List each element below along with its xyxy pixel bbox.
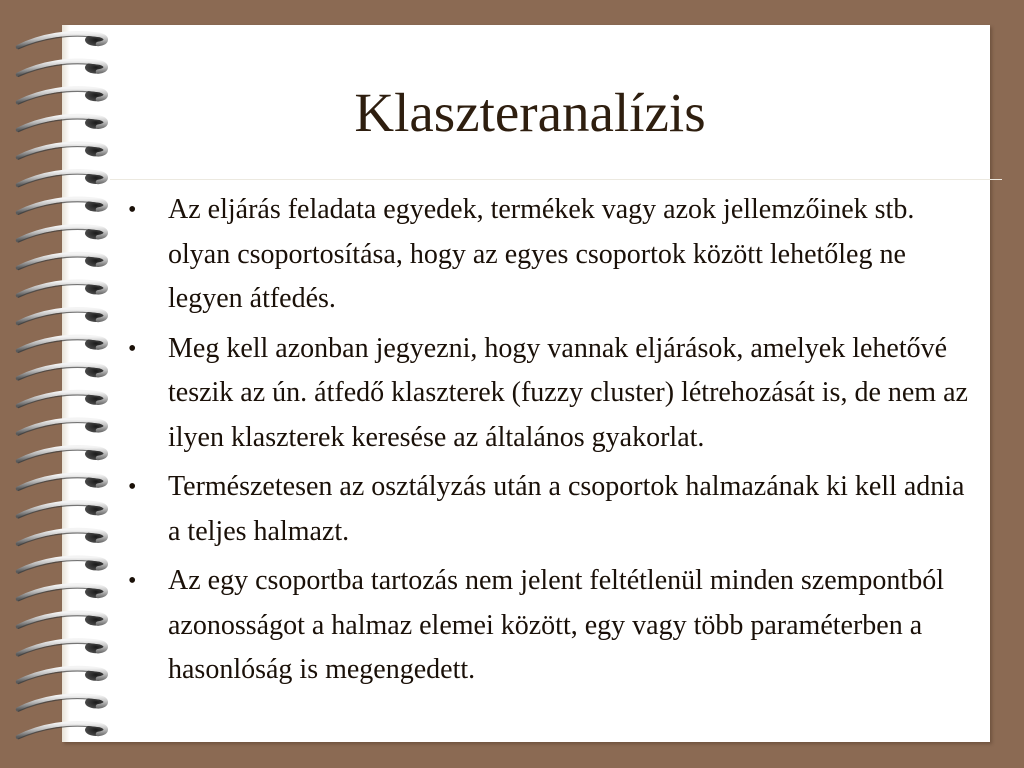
binding-ring — [18, 61, 107, 77]
bullet-dot-icon: • — [128, 335, 137, 362]
binding-ring — [18, 502, 107, 518]
title-divider — [110, 179, 1002, 180]
binding-ring — [18, 640, 107, 656]
binding-ring — [18, 171, 107, 187]
bullet-dot-icon: • — [128, 568, 137, 594]
binding-ring — [18, 199, 107, 215]
binding-ring — [18, 254, 107, 270]
binding-ring — [18, 364, 107, 380]
binding-ring — [18, 696, 107, 712]
binding-ring — [18, 337, 107, 353]
binding-ring — [18, 420, 107, 436]
bullet-list — [120, 188, 970, 698]
slide-title: Klaszteranalízis — [354, 82, 706, 143]
binding-ring — [18, 447, 107, 463]
bullet-item — [120, 559, 970, 693]
binding-ring — [18, 33, 107, 49]
binding-ring — [18, 585, 107, 601]
binding-ring — [18, 392, 107, 408]
bullet-dot-icon: • — [128, 197, 137, 223]
binding-ring — [18, 309, 107, 325]
binding-ring — [18, 723, 107, 739]
bullet-text: Természetesen az osztályzás után a csoportok halmazának ki kell adnia a teljes halmazt. — [168, 471, 965, 547]
binding-ring — [18, 558, 107, 574]
bullet-text: Az egy csoportba tartozás nem jelent feltétlenül minden szempontból azonosságot a halmaz elemei között, egy vagy több paraméterben a hasonlóság is megengedett. — [168, 565, 944, 685]
binding-ring — [18, 668, 107, 684]
binding-ring — [18, 530, 107, 546]
bullet-item — [120, 188, 970, 322]
binding-ring — [18, 282, 107, 298]
bullet-dot-icon: • — [128, 474, 137, 500]
bullet-text: Meg kell azonban jegyezni, hogy vannak eljárások, amelyek lehetővé teszik az ún. átfedő klaszterek (fuzzy cluster) létrehozását is, de nem az ilyen klaszterek keresése az általános gyakorlat. — [168, 332, 968, 453]
binding-ring — [18, 226, 107, 242]
bullet-item — [120, 465, 970, 554]
bullet-text: Az eljárás feladata egyedek, termékek vagy azok jellemzőinek stb. olyan csoportosítása, hogy az egyes csoportok között lehetőleg ne legyen átfedés. — [168, 194, 915, 314]
binding-ring — [18, 475, 107, 491]
binding-ring — [18, 613, 107, 629]
bullet-item — [120, 327, 970, 461]
